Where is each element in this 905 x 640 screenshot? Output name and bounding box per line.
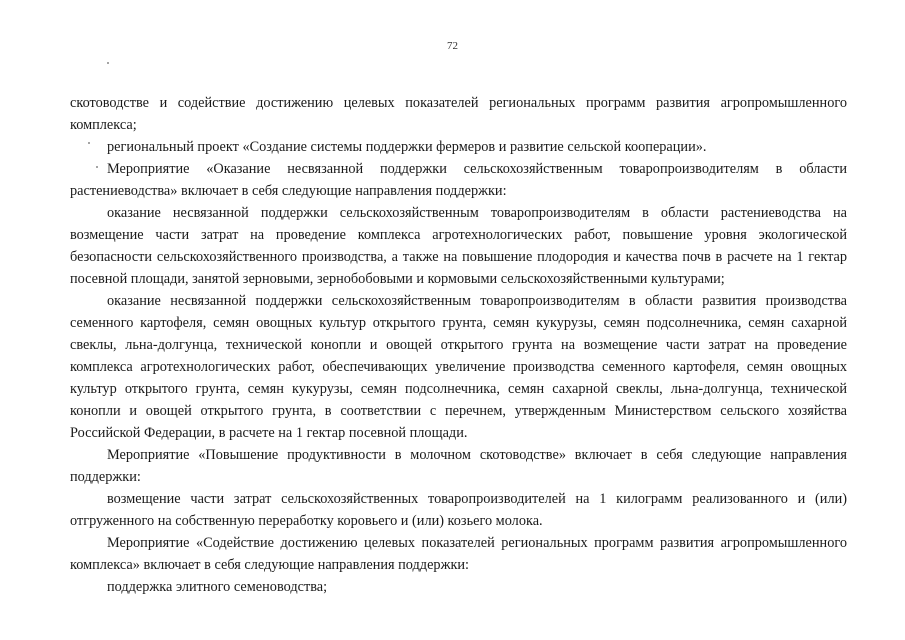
paragraph-measure-crop-support: Мероприятие «Оказание несвязанной поддержки сельскохозяйственным товаропроизводителям в области растениеводства» включает в себя следующие направления поддержки: <box>70 161 847 199</box>
paragraph-crop-support-item-2: оказание несвязанной поддержки сельскохозяйственным товаропроизводителям в области развития производства семенного картофеля, семян овощных культур открытого грунта, семян кукурузы, семян подсолнечника, семян сахарной свеклы, льна-долгунца, технической конопли и овощей открытого грунта на возмещение части затрат на проведение комплекса агротехнологических работ, обеспечивающих увеличение производства семенного картофеля, семян овощных культур открытого грунта, семян кукурузы, семян подсолнечника, семян сахарной свеклы, льна-долгунца, технической конопли и овощей открытого грунта, в соответствии с перечнем, утвержденным Министерством сельского хозяйства Российской Федерации, в расчете на 1 гектар посевной площади. <box>70 293 847 441</box>
paragraph-continuation: скотоводстве и содействие достижению целевых показателей региональных программ развития агропромышленного комплекса; <box>70 95 847 133</box>
paragraph-regional-project: региональный проект «Создание системы поддержки фермеров и развитие сельской кооперации». <box>107 139 707 155</box>
paragraph-dairy-item-1: возмещение части затрат сельскохозяйственных товаропроизводителей на 1 килограмм реализованного и (или) отгруженного на собственную переработку коровьего и (или) козьего молока. <box>70 491 847 529</box>
paragraph-measure-dairy: Мероприятие «Повышение продуктивности в молочном скотоводстве» включает в себя следующие направления поддержки: <box>70 447 847 485</box>
paragraph-crop-support-item-1: оказание несвязанной поддержки сельскохозяйственным товаропроизводителям в области растениеводства на возмещение части затрат на проведение комплекса агротехнологических работ, повышение уровня экологической безопасности сельскохозяйственного производства, а также на повышение плодородия и качества почв в расчете на 1 гектар посевной площади, занятой зерновыми, зернобобовыми и кормовыми сельскохозяйственными культурами; <box>70 205 847 287</box>
document-body <box>70 92 847 598</box>
paragraph-measure-regional-targets: Мероприятие «Содействие достижению целевых показателей региональных программ развития агропромышленного комплекса» включает в себя следующие направления поддержки: <box>70 535 847 573</box>
paragraph-elite-seed-item: поддержка элитного семеноводства; <box>107 579 328 595</box>
page-number: 72 <box>447 40 458 52</box>
scan-speck <box>107 62 109 64</box>
